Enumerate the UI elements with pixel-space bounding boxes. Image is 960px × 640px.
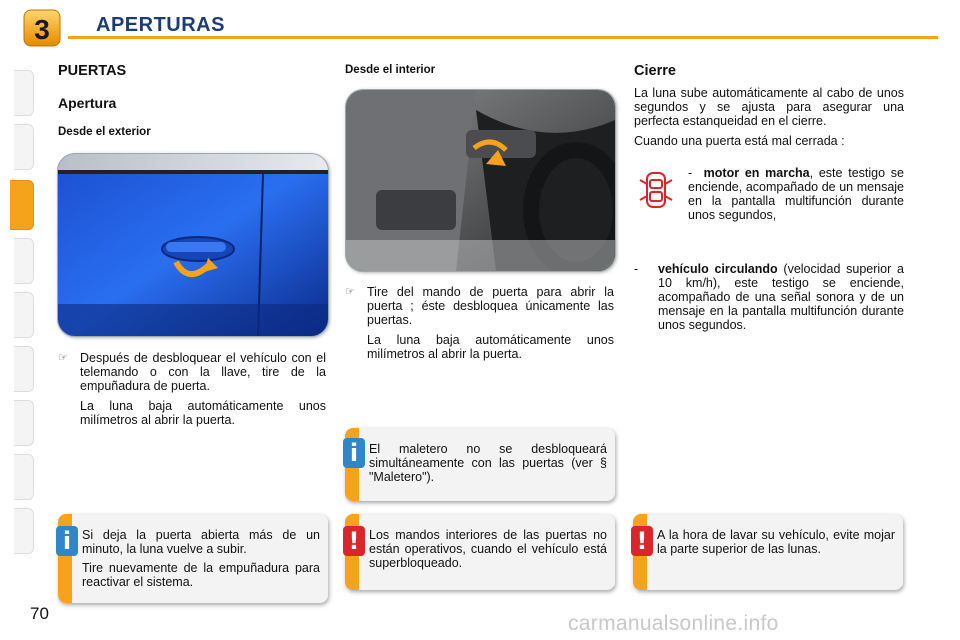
chapter-tab	[14, 292, 34, 338]
chapter-tab-active	[10, 180, 34, 230]
chapter-tab	[14, 508, 34, 554]
info-icon: i	[56, 526, 78, 556]
engine-running-label: motor en marcha	[703, 166, 810, 180]
wash-warning-box	[633, 514, 903, 590]
chapter-tab-strip	[0, 60, 34, 580]
vehicle-moving-label: vehículo circulando	[658, 262, 778, 276]
page-title: APERTURAS	[96, 14, 225, 36]
chapter-tab	[14, 346, 34, 392]
controls-warning-box	[345, 514, 615, 590]
wash-warning-text: A la hora de lavar su vehículo, evite mojar la parte superior de las lunas.	[657, 528, 895, 556]
closing-description	[634, 86, 904, 154]
door-ajar-intro: Cuando una puerta está mal cerrada :	[634, 134, 845, 148]
closing-title: Cierre	[634, 63, 676, 79]
chapter-badge	[22, 8, 62, 48]
controls-warning-text: Los mandos interiores de las puertas no están operativos, cuando el vehículo está superbloqueado.	[369, 528, 607, 570]
warning-icon: !	[343, 526, 365, 556]
page-number: 70	[30, 604, 49, 623]
from-inside-heading: Desde el interior	[345, 64, 436, 76]
chapter-tab	[14, 454, 34, 500]
pointing-hand-icon: ☞	[345, 286, 355, 298]
interior-instruction	[345, 285, 614, 367]
window-info-text-1: Si deja la puerta abierta más de un minuto, la luna vuelve a subir.	[82, 528, 320, 556]
warning-icon: !	[631, 526, 653, 556]
trunk-info-box	[345, 428, 615, 501]
section-title: PUERTAS	[58, 63, 127, 79]
exterior-instruction	[58, 351, 326, 433]
engine-running-text: , este testigo se enciende, acompañado de un mensaje en la pantalla multifunción durante unos segundos,	[688, 166, 904, 222]
list-dash: -	[688, 166, 693, 180]
window-info-text-2: Tire nuevamente de la empuñadura para reactivar el sistema.	[82, 561, 320, 589]
chapter-tab	[14, 124, 34, 170]
watermark: carmanualsonline.info	[568, 612, 779, 635]
interior-step-text: Tire del mando de puerta para abrir la puerta ; éste desbloquea únicamente las puertas.	[367, 285, 614, 327]
exterior-step-text: Después de desbloquear el vehículo con el telemando o con la llave, tire de la empuñadura de puerta.	[80, 351, 326, 393]
info-icon: i	[343, 438, 365, 468]
door-open-warning-icon	[638, 170, 674, 210]
chapter-tab	[14, 70, 34, 116]
closing-paragraph: La luna sube automáticamente al cabo de unos segundos y se ajusta para asegurar una perfecta estanqueidad en el cierre.	[634, 86, 904, 128]
subsection-title: Apertura	[58, 95, 117, 111]
chapter-tab	[14, 400, 34, 446]
vehicle-moving-item	[634, 262, 904, 332]
trunk-info-text: El maletero no se desbloqueará simultáneamente con las puertas (ver § "Maletero").	[369, 442, 607, 484]
vehicle-moving-text: (velocidad superior a 10 km/h), este testigo se enciende, acompañado de una señal sonora y de un mensaje en la pantalla multifunción durante unos segundos.	[658, 262, 904, 332]
from-outside-heading: Desde el exterior	[58, 126, 151, 138]
chapter-tab	[14, 238, 34, 284]
interior-door-photo	[345, 89, 616, 272]
exterior-door-photo	[57, 153, 329, 337]
list-dash: -	[634, 262, 639, 276]
engine-running-item	[688, 166, 904, 222]
interior-step-note: La luna baja automáticamente unos milímetros al abrir la puerta.	[367, 333, 614, 361]
window-info-box	[58, 514, 328, 603]
pointing-hand-icon: ☞	[58, 352, 68, 364]
exterior-step-note: La luna baja automáticamente unos milímetros al abrir la puerta.	[80, 399, 326, 427]
chapter-number: 3	[34, 14, 50, 45]
